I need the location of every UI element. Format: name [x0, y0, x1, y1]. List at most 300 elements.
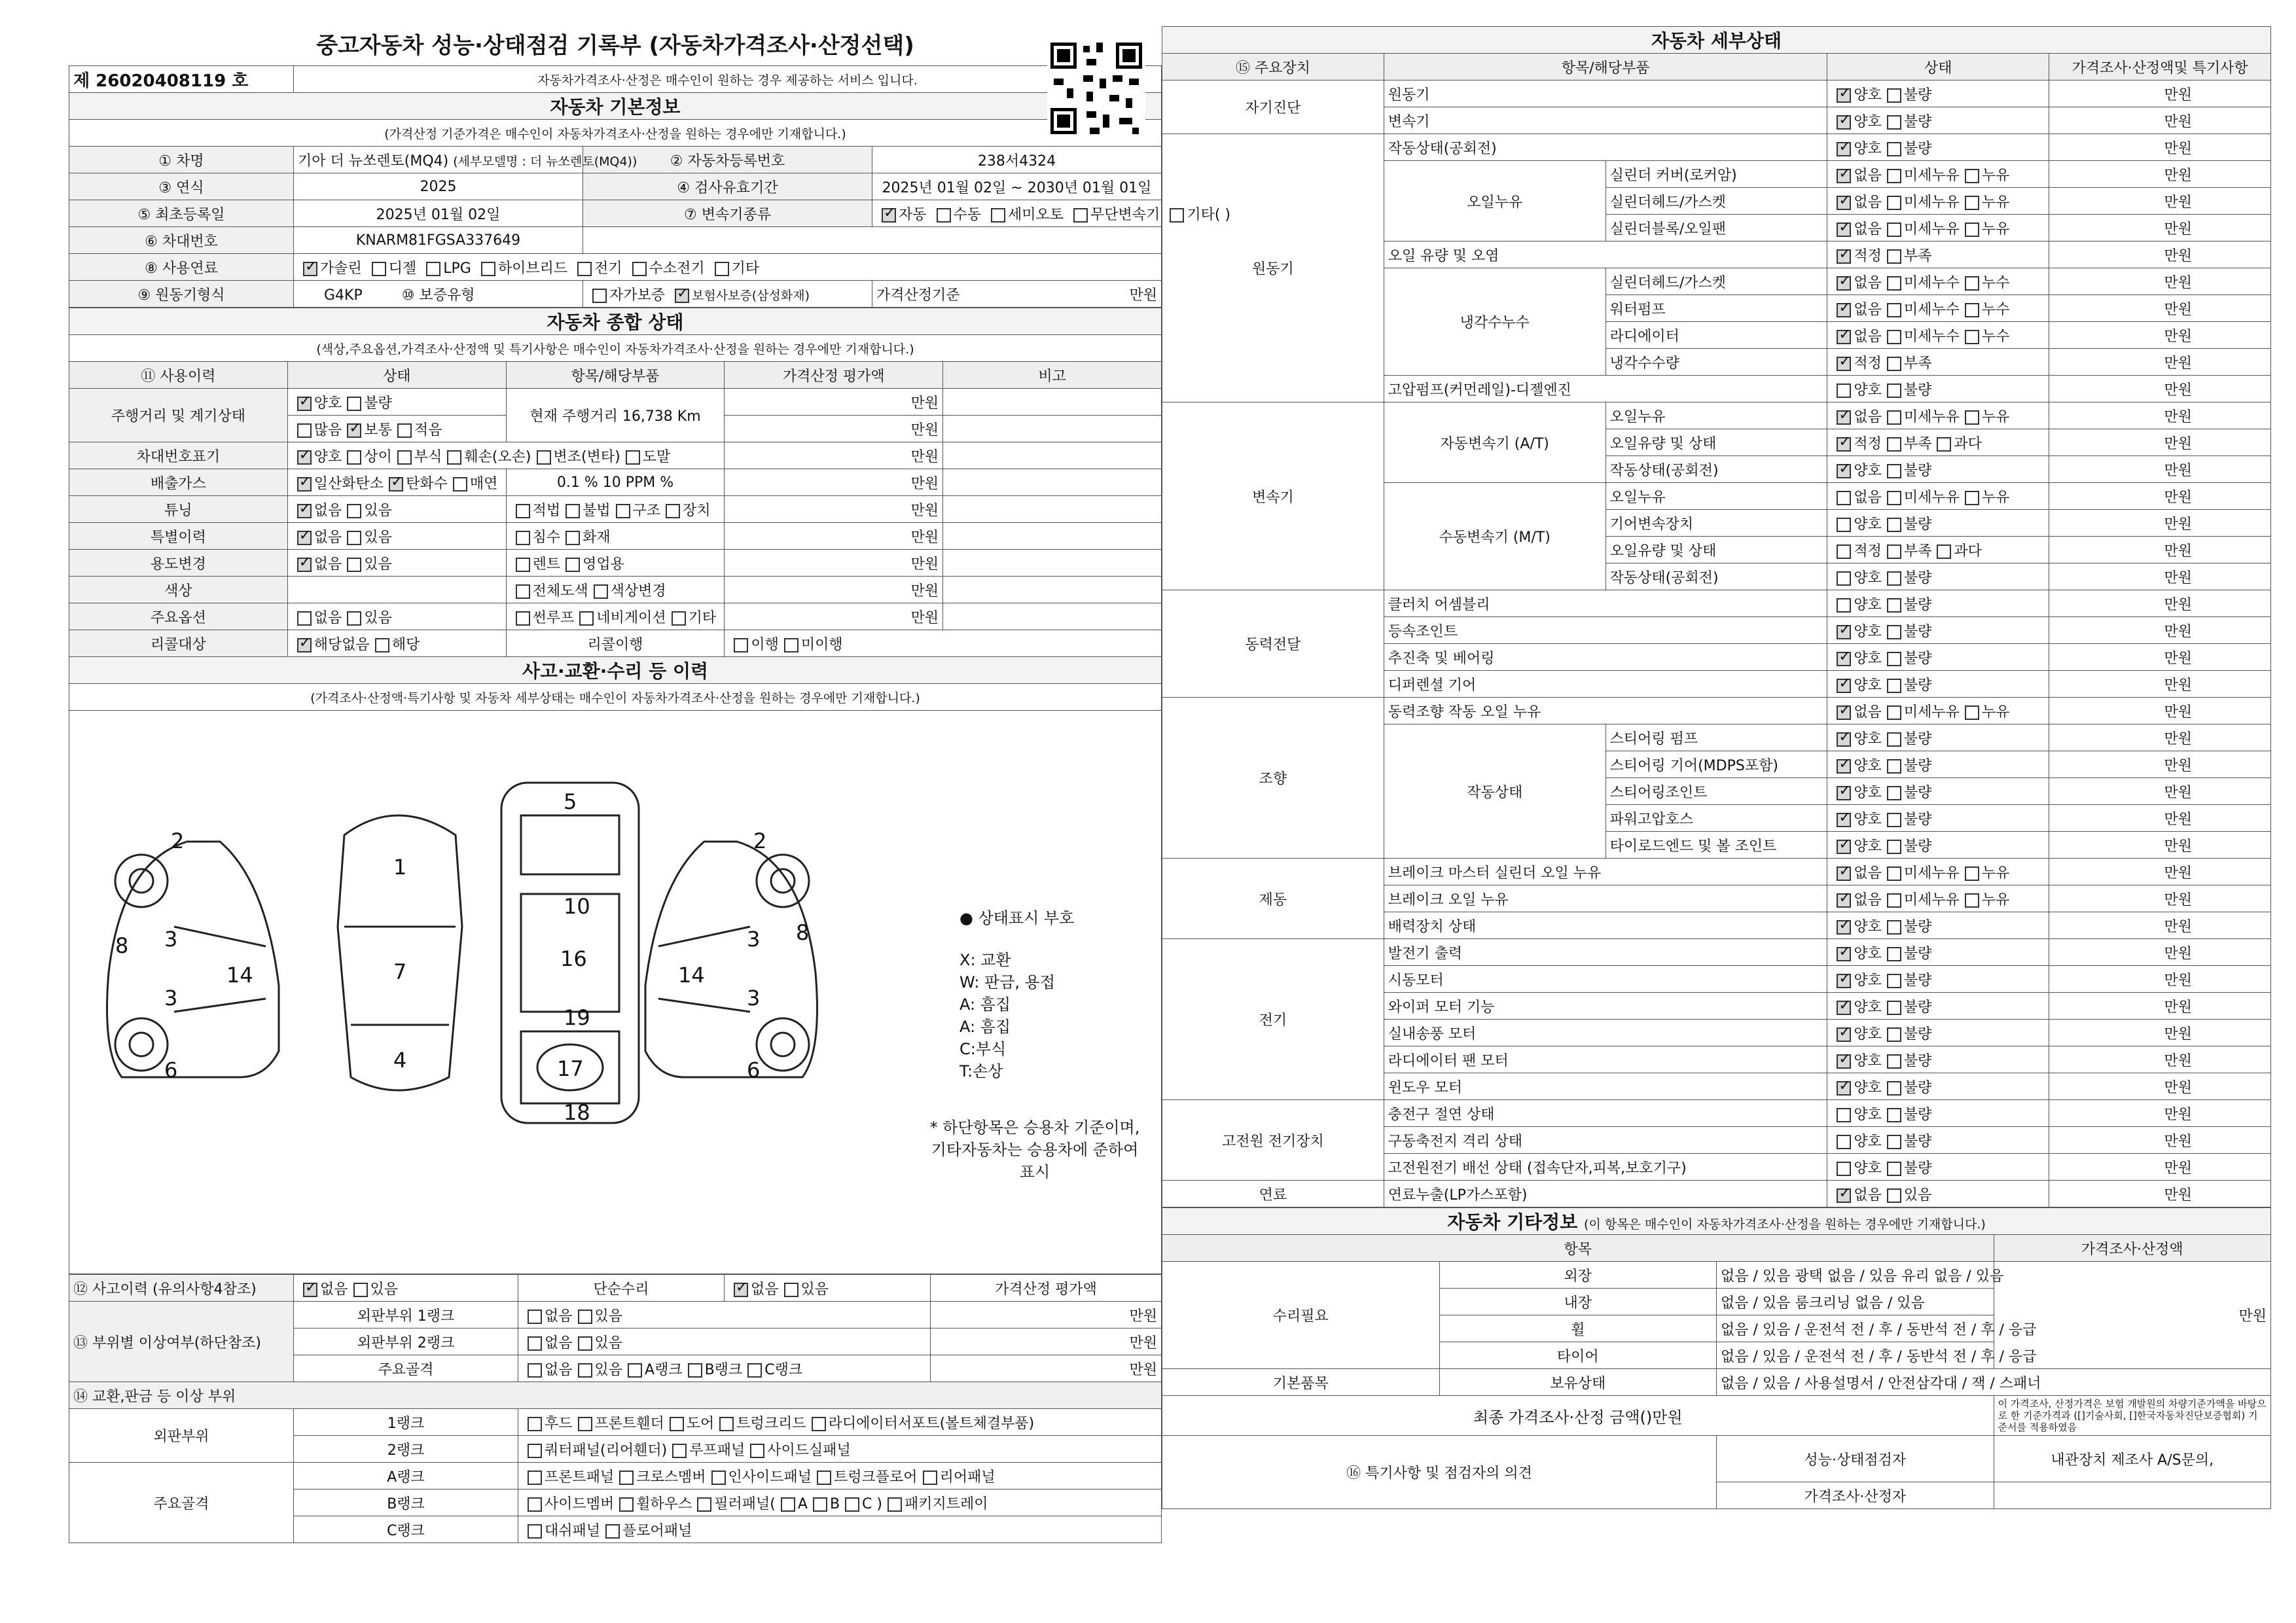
detail-item: 기어변속장치	[1605, 510, 1827, 537]
price-unit: 만원	[2049, 134, 2271, 161]
option: 없음	[545, 1308, 573, 1325]
detail-status	[1827, 268, 2049, 295]
checkbox[interactable]	[297, 477, 312, 491]
option: 색상변경	[610, 582, 666, 599]
checkbox[interactable]	[1965, 303, 1979, 317]
checkbox[interactable]	[516, 558, 530, 572]
checkbox[interactable]	[1837, 491, 1851, 505]
checkbox[interactable]	[1837, 679, 1851, 693]
checkbox[interactable]	[734, 638, 748, 652]
rank1-label: 외판부위 1랭크	[294, 1302, 518, 1329]
part: 프론트패널	[545, 1469, 615, 1486]
checkbox[interactable]	[1887, 840, 1901, 854]
price-unit: 만원	[2049, 402, 2271, 429]
checkbox[interactable]	[1887, 276, 1901, 291]
option: 양호	[314, 395, 342, 412]
detail-item: 오일누유	[1605, 483, 1827, 510]
checkbox[interactable]	[719, 1417, 734, 1431]
checkbox[interactable]	[784, 638, 798, 652]
checkbox[interactable]	[688, 1363, 702, 1378]
checkbox[interactable]	[1887, 491, 1901, 505]
checkbox[interactable]	[1837, 383, 1851, 398]
checkbox[interactable]	[297, 450, 312, 465]
option: 양호	[1854, 86, 1882, 103]
detail-status	[1827, 590, 2049, 617]
checkbox[interactable]	[672, 611, 686, 626]
checkbox[interactable]	[1887, 893, 1901, 908]
checkbox[interactable]	[1887, 518, 1901, 532]
checkbox[interactable]	[516, 531, 530, 545]
checkbox[interactable]	[1837, 598, 1851, 613]
checkbox[interactable]	[447, 450, 461, 465]
checkbox[interactable]	[577, 262, 592, 276]
checkbox[interactable]	[1837, 357, 1851, 371]
checkbox[interactable]	[1965, 276, 1979, 291]
checkbox[interactable]	[1837, 303, 1851, 317]
checkbox[interactable]	[1887, 1081, 1901, 1096]
checkbox[interactable]	[1887, 223, 1901, 237]
checkbox[interactable]	[784, 1283, 798, 1297]
options-label: 주요옵션	[69, 603, 288, 630]
checkbox[interactable]	[347, 397, 361, 411]
checkbox[interactable]	[453, 477, 467, 491]
checkbox[interactable]	[1965, 223, 1979, 237]
part: 루프패널	[689, 1442, 745, 1459]
option: 없음	[545, 1334, 573, 1351]
option: 장치	[683, 502, 711, 519]
option: 미세누수	[1903, 328, 1960, 345]
part: B	[829, 1495, 840, 1512]
detail-status	[1827, 1154, 2049, 1181]
checkbox[interactable]	[1887, 786, 1901, 800]
overall-table	[69, 308, 1162, 711]
fuel-gasoline: 가솔린	[320, 260, 362, 277]
detail-item: 작동상태(공회전)	[1605, 563, 1827, 590]
checkbox[interactable]	[1837, 142, 1851, 156]
checkbox[interactable]	[347, 611, 361, 626]
option: C랭크	[764, 1361, 803, 1378]
checkbox[interactable]	[297, 504, 312, 518]
checkbox[interactable]	[1073, 208, 1088, 223]
checkbox[interactable]	[303, 1283, 317, 1297]
checkbox[interactable]	[1887, 974, 1901, 988]
checkbox[interactable]	[991, 208, 1005, 223]
checkbox[interactable]	[1887, 303, 1901, 317]
checkbox[interactable]	[1887, 437, 1901, 452]
checkbox[interactable]	[1837, 705, 1851, 720]
checkbox[interactable]	[1837, 1027, 1851, 1042]
price-unit: 만원	[2049, 1181, 2271, 1207]
checkbox[interactable]	[1887, 1188, 1901, 1203]
option: 있음	[1903, 1186, 1932, 1204]
checkbox[interactable]	[1837, 1108, 1851, 1122]
checkbox[interactable]	[297, 531, 312, 545]
checkbox[interactable]	[347, 423, 361, 438]
checkbox[interactable]	[1937, 544, 1951, 559]
checkbox[interactable]	[734, 1283, 748, 1297]
current-mileage: 현재 주행거리 16,738 Km	[506, 389, 725, 442]
option: 불량	[1903, 972, 1932, 989]
checkbox[interactable]	[1837, 625, 1851, 639]
checkbox[interactable]	[426, 262, 440, 276]
option: 불량	[1903, 1052, 1932, 1069]
detail-status	[1827, 859, 2049, 885]
checkbox[interactable]	[1837, 410, 1851, 425]
checkbox[interactable]	[1837, 1001, 1851, 1015]
checkbox[interactable]	[578, 1310, 592, 1324]
checkbox[interactable]	[353, 1283, 368, 1297]
checkbox[interactable]	[1887, 410, 1901, 425]
checkbox[interactable]	[1887, 88, 1901, 103]
checkbox[interactable]	[1837, 518, 1851, 532]
checkbox[interactable]	[1887, 330, 1901, 344]
checkbox[interactable]	[1837, 652, 1851, 666]
tuning-label: 튜닝	[69, 496, 288, 523]
legend-item: A: 흠집	[960, 1018, 1011, 1036]
checkbox[interactable]	[1965, 491, 1979, 505]
price-unit: 만원	[2049, 832, 2271, 859]
checkbox[interactable]	[1887, 464, 1901, 478]
price-unit: 만원	[2049, 1127, 2271, 1154]
checkbox[interactable]	[1837, 330, 1851, 344]
fuel-options	[294, 254, 1162, 281]
header-price-remark: 가격조사·산정액및 특기사항	[2049, 54, 2271, 80]
checkbox[interactable]	[1887, 169, 1901, 183]
checkbox[interactable]	[1887, 1108, 1901, 1122]
option: A랭크	[645, 1361, 683, 1378]
checkbox[interactable]	[347, 450, 361, 465]
checkbox[interactable]	[1965, 893, 1979, 908]
header-item: 항목/해당부품	[1384, 54, 1827, 80]
part: 크로스멤버	[636, 1469, 706, 1486]
rank-label: 1랭크	[294, 1409, 518, 1436]
detail-status	[1827, 429, 2049, 456]
checkbox[interactable]	[297, 638, 312, 652]
detail-item: 스티어링 기어(MDPS포함)	[1605, 751, 1827, 778]
checkbox[interactable]	[1837, 88, 1851, 103]
checkbox[interactable]	[481, 262, 495, 276]
checkbox[interactable]	[1887, 357, 1901, 371]
part: 사이드실패널	[767, 1442, 851, 1459]
detail-item: 변속기	[1384, 107, 1827, 134]
checkbox[interactable]	[578, 1417, 592, 1431]
checkbox[interactable]	[1887, 679, 1901, 693]
checkbox[interactable]	[1887, 383, 1901, 398]
year-label: ③ 연식	[69, 173, 294, 200]
checkbox[interactable]	[347, 504, 361, 518]
price-unit: 만원	[2049, 483, 2271, 510]
option: 양호	[1854, 462, 1882, 479]
checkbox[interactable]	[1837, 866, 1851, 881]
option: 보통	[364, 421, 392, 438]
checkbox[interactable]	[1837, 196, 1851, 210]
checkbox[interactable]	[1837, 115, 1851, 130]
checkbox[interactable]	[375, 638, 389, 652]
checkbox[interactable]	[670, 1417, 684, 1431]
detail-status	[1827, 80, 2049, 107]
checkbox[interactable]	[297, 423, 312, 438]
checkbox[interactable]	[1887, 705, 1901, 720]
checkbox[interactable]	[1837, 947, 1851, 961]
part: A	[797, 1495, 808, 1512]
checkbox[interactable]	[1837, 169, 1851, 183]
checkbox[interactable]	[347, 558, 361, 572]
right-page	[1162, 26, 2271, 1509]
checkbox[interactable]	[1837, 732, 1851, 747]
checkbox[interactable]	[1837, 276, 1851, 291]
option: 화재	[583, 529, 611, 546]
option: 있음	[364, 529, 392, 546]
checkbox[interactable]	[672, 1444, 687, 1458]
option: 없음	[751, 1281, 779, 1298]
checkbox[interactable]	[592, 289, 607, 303]
checkbox[interactable]	[578, 1363, 592, 1378]
checkbox[interactable]	[666, 504, 680, 518]
part: 후드	[545, 1415, 573, 1432]
checkbox[interactable]	[813, 1497, 827, 1512]
checkbox[interactable]	[1887, 732, 1901, 747]
detail-item: 고전원전기 배선 상태 (접속단자,피복,보호기구)	[1384, 1154, 1827, 1181]
option: 양호	[1854, 972, 1882, 989]
price-unit: 만원	[2049, 671, 2271, 698]
option: 있음	[594, 1334, 623, 1351]
checkbox[interactable]	[528, 1444, 542, 1458]
checkbox[interactable]	[628, 1363, 642, 1378]
checkbox[interactable]	[1887, 947, 1901, 961]
checkbox[interactable]	[1887, 813, 1901, 827]
checkbox[interactable]	[845, 1497, 859, 1512]
checkbox[interactable]	[516, 611, 530, 626]
rank-label: C랭크	[294, 1516, 518, 1543]
checkbox[interactable]	[397, 450, 412, 465]
checkbox[interactable]	[715, 262, 729, 276]
checkbox[interactable]	[1887, 142, 1901, 156]
checkbox[interactable]	[1887, 920, 1901, 935]
checkbox[interactable]	[1837, 759, 1851, 774]
price-unit: 만원	[2049, 1046, 2271, 1073]
part-num: 3	[747, 986, 761, 1010]
checkbox[interactable]	[397, 423, 412, 438]
engine-type: G4KP	[324, 287, 363, 304]
checkbox[interactable]	[528, 1363, 542, 1378]
option: 도말	[642, 448, 671, 465]
checkbox[interactable]	[1965, 330, 1979, 344]
checkbox[interactable]	[1837, 249, 1851, 264]
checkbox[interactable]	[565, 504, 580, 518]
basic-items-options: 없음 / 있음 / 사용설명서 / 안전삼각대 / 잭 / 스패너	[1717, 1369, 2271, 1396]
checkbox[interactable]	[1887, 866, 1901, 881]
checkbox[interactable]	[937, 208, 951, 223]
checkbox[interactable]	[1887, 598, 1901, 613]
checkbox[interactable]	[747, 1363, 762, 1378]
checkbox[interactable]	[1837, 223, 1851, 237]
option: 누유	[1981, 167, 2010, 184]
checkbox[interactable]	[619, 1471, 634, 1485]
checkbox[interactable]	[1837, 893, 1851, 908]
option: 불량	[1903, 677, 1932, 694]
option: 누유	[1981, 865, 2010, 882]
detail-status	[1827, 671, 2049, 698]
checkbox[interactable]	[1887, 1162, 1901, 1176]
checkbox[interactable]	[1837, 544, 1851, 559]
checkbox[interactable]	[1837, 464, 1851, 478]
checkbox[interactable]	[1837, 974, 1851, 988]
part-num: 8	[796, 920, 810, 945]
checkbox[interactable]	[528, 1310, 542, 1324]
frame-label: 주요골격	[294, 1355, 518, 1382]
checkbox[interactable]	[605, 1524, 620, 1539]
checkbox[interactable]	[565, 531, 580, 545]
price-unit: 만원	[725, 577, 943, 603]
checkbox[interactable]	[1837, 1135, 1851, 1149]
checkbox[interactable]	[528, 1336, 542, 1351]
checkbox[interactable]	[616, 504, 630, 518]
option: 양호	[1854, 596, 1882, 613]
checkbox[interactable]	[781, 1497, 795, 1512]
checkbox[interactable]	[1837, 1162, 1851, 1176]
checkbox[interactable]	[923, 1471, 937, 1485]
detail-item: 오일유량 및 상태	[1605, 429, 1827, 456]
detail-status	[1827, 939, 2049, 966]
checkbox[interactable]	[888, 1497, 902, 1512]
rank-label: A랭크	[294, 1463, 518, 1489]
price-unit: 만원	[2049, 563, 2271, 590]
checkbox[interactable]	[711, 1471, 726, 1485]
checkbox[interactable]	[1965, 196, 1979, 210]
checkbox[interactable]	[1887, 625, 1901, 639]
checkbox[interactable]	[528, 1524, 542, 1539]
device-group: 제동	[1162, 859, 1384, 939]
checkbox[interactable]	[579, 611, 594, 626]
checkbox[interactable]	[1837, 571, 1851, 586]
checkbox[interactable]	[1965, 866, 1979, 881]
price-unit: 만원	[2049, 1020, 2271, 1046]
detail-item: 스티어링조인트	[1605, 778, 1827, 805]
detail-item: 디퍼렌셜 기어	[1384, 671, 1827, 698]
checkbox[interactable]	[516, 504, 530, 518]
option: 없음	[1854, 489, 1882, 506]
sub-group: 작동상태	[1384, 724, 1605, 859]
detail-status	[1827, 510, 2049, 537]
checkbox[interactable]	[594, 584, 608, 599]
checkbox[interactable]	[1837, 840, 1851, 854]
detail-item: 동력조향 작동 오일 누유	[1384, 698, 1827, 724]
option: 없음	[1854, 194, 1882, 211]
checkbox[interactable]	[1965, 169, 1979, 183]
detail-status	[1827, 966, 2049, 993]
checkbox[interactable]	[1887, 1001, 1901, 1015]
checkbox[interactable]	[537, 450, 551, 465]
option: 불량	[1903, 382, 1932, 399]
checkbox[interactable]	[297, 611, 312, 626]
checkbox[interactable]	[1887, 196, 1901, 210]
checkbox[interactable]	[528, 1497, 542, 1512]
detail-item: 파워고압호스	[1605, 805, 1827, 832]
checkbox[interactable]	[1837, 920, 1851, 935]
checkbox[interactable]	[1887, 1135, 1901, 1149]
option: 누수	[1981, 274, 2010, 291]
checkbox[interactable]	[1965, 410, 1979, 425]
checkbox[interactable]	[1887, 1027, 1901, 1042]
detail-row	[1162, 590, 2271, 617]
checkbox[interactable]	[1937, 437, 1951, 452]
checkbox[interactable]	[528, 1471, 542, 1485]
price-unit: 만원	[2049, 617, 2271, 644]
option: 적법	[532, 502, 561, 519]
checkbox[interactable]	[1837, 786, 1851, 800]
checkbox[interactable]	[1887, 249, 1901, 264]
checkbox[interactable]	[626, 450, 640, 465]
option: 미세누유	[1903, 489, 1960, 506]
repair-item: 휠	[1439, 1315, 1717, 1342]
checkbox[interactable]	[578, 1336, 592, 1351]
checkbox[interactable]	[675, 289, 689, 303]
checkbox[interactable]	[303, 262, 317, 276]
option: 불량	[1903, 999, 1932, 1016]
checkbox[interactable]	[297, 558, 312, 572]
detail-item: 작동상태(공회전)	[1384, 134, 1827, 161]
detail-item: 고압펌프(커먼레일)-디젤엔진	[1384, 376, 1827, 402]
checkbox[interactable]	[565, 558, 580, 572]
checkbox[interactable]	[1965, 705, 1979, 720]
option: 적정	[1854, 543, 1882, 560]
checkbox[interactable]	[1837, 1188, 1851, 1203]
checkbox[interactable]	[1887, 652, 1901, 666]
detail-status	[1827, 215, 2049, 241]
option: 양호	[1854, 516, 1882, 533]
fuel-diesel: 디젤	[388, 260, 417, 277]
checkbox[interactable]	[1837, 813, 1851, 827]
trans-label: ⑦ 변속기종류	[583, 200, 872, 227]
checkbox[interactable]	[1887, 759, 1901, 774]
checkbox[interactable]	[632, 262, 647, 276]
detail-row	[1162, 134, 2271, 161]
option: 적음	[414, 421, 442, 438]
inspect-period: 2025년 01월 02일 ~ 2030년 01월 01일	[872, 173, 1162, 200]
option: 없음	[1854, 167, 1882, 184]
basic-items-item: 보유상태	[1439, 1369, 1717, 1396]
checkbox[interactable]	[372, 262, 386, 276]
part-num: 4	[393, 1048, 407, 1073]
checkbox[interactable]	[347, 531, 361, 545]
detail-status	[1827, 1020, 2049, 1046]
checkbox[interactable]	[1887, 115, 1901, 130]
emission-values: 0.1 % 10 PPM %	[506, 469, 725, 496]
checkbox[interactable]	[697, 1497, 711, 1512]
checkbox[interactable]	[1887, 571, 1901, 586]
checkbox[interactable]	[297, 397, 312, 411]
checkbox[interactable]	[882, 208, 896, 223]
checkbox[interactable]	[528, 1417, 542, 1431]
checkbox[interactable]	[1887, 544, 1901, 559]
checkbox[interactable]	[817, 1471, 831, 1485]
sub-group: 오일누유	[1384, 161, 1605, 241]
checkbox[interactable]	[750, 1444, 764, 1458]
checkbox[interactable]	[389, 477, 403, 491]
checkbox[interactable]	[1887, 1054, 1901, 1069]
checkbox[interactable]	[1837, 437, 1851, 452]
vin: KNARM81FGSA337649	[294, 227, 583, 254]
price-unit: 만원	[2049, 885, 2271, 912]
checkbox[interactable]	[619, 1497, 634, 1512]
checkbox[interactable]	[812, 1417, 826, 1431]
price-base-unit: 만원	[1129, 287, 1157, 304]
checkbox[interactable]	[1837, 1054, 1851, 1069]
checkbox[interactable]	[1837, 1081, 1851, 1096]
option: 양호	[1854, 1106, 1882, 1123]
accident-section-title: 사고·교환·수리 등 이력	[69, 657, 1162, 684]
checkbox[interactable]	[516, 584, 530, 599]
